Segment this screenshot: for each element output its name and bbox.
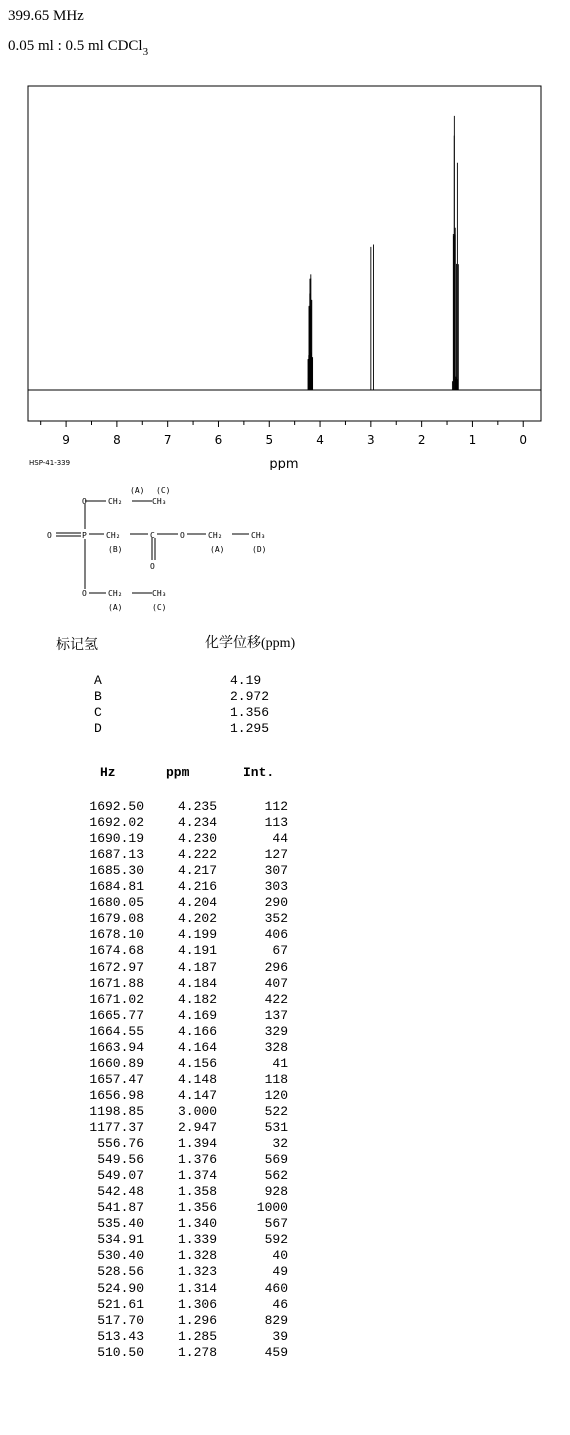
peak-hz: 1684.81 (89, 879, 144, 895)
peak-hz: 1678.10 (89, 927, 144, 943)
peak-ppm: 1.296 (177, 1312, 217, 1328)
peak-ppm: 4.230 (177, 831, 217, 847)
peak-hz: 1672.97 (89, 959, 144, 975)
peak-row (0, 1120, 320, 1136)
peak-int: 44 (272, 831, 288, 847)
label-mid-d: (D) (252, 545, 267, 554)
peak-row (0, 847, 320, 863)
assignment-row (0, 689, 320, 705)
peak-int: 46 (272, 1296, 288, 1312)
peak-row (0, 1200, 320, 1216)
atom-ch3-right: CH₃ (251, 531, 266, 540)
peak-row (0, 1008, 320, 1024)
peak-row (0, 1216, 320, 1232)
peak-row (0, 815, 320, 831)
x-tick-label: 9 (62, 433, 70, 447)
peak-row (0, 895, 320, 911)
peak-row (0, 1281, 320, 1297)
peak-int: 41 (272, 1055, 288, 1071)
peak-row (0, 1297, 320, 1313)
peak-ppm: 4.187 (177, 959, 217, 975)
peak-ppm: 4.169 (177, 1007, 217, 1023)
assignment-header-shift: 化学位移(ppm) (205, 636, 296, 651)
atom-ch2-bottom: CH₂ (108, 589, 123, 598)
label-bottom-c: (C) (152, 603, 167, 612)
spectrometer-frequency: 399.65 MHz (8, 8, 84, 24)
peak-row (0, 1184, 320, 1200)
peak-ppm: 4.182 (177, 991, 217, 1007)
peak-hz: 1680.05 (89, 895, 144, 911)
peak-ppm: 4.147 (177, 1087, 217, 1103)
peak-ppm: 4.184 (177, 975, 217, 991)
assignment-label: A (94, 673, 102, 688)
peak-int: 569 (264, 1152, 288, 1168)
atom-o-double: O (47, 531, 52, 540)
peak-row (0, 1168, 320, 1184)
peak-int: 406 (264, 927, 288, 943)
peak-int: 40 (272, 1248, 288, 1264)
x-tick-label: 0 (519, 433, 528, 447)
peak-int: 531 (264, 1120, 288, 1135)
peak-int: 296 (264, 959, 288, 975)
peak-row (0, 976, 320, 992)
peak-ppm: 4.216 (177, 879, 217, 895)
peak-hz: 549.07 (97, 1168, 144, 1184)
peak-row (0, 1313, 320, 1329)
peak-hz: 1690.19 (89, 831, 144, 847)
peak-ppm: 1.323 (177, 1264, 217, 1280)
assignment-row (0, 721, 320, 737)
peak-int: 829 (264, 1312, 288, 1328)
peak-hz: 1671.02 (89, 991, 144, 1007)
peak-hz: 517.70 (97, 1312, 144, 1328)
assignment-header-label: 标记氢 (56, 638, 98, 653)
peak-ppm: 1.339 (177, 1232, 217, 1248)
peak-int: 352 (264, 911, 288, 927)
peak-row (0, 927, 320, 943)
peak-int: 67 (272, 943, 288, 959)
peak-ppm: 2.947 (177, 1120, 217, 1135)
atom-p: P (82, 531, 87, 540)
peak-row (0, 1345, 320, 1361)
atom-ch2-mid: CH₂ (106, 531, 121, 540)
assignment-label: D (94, 721, 102, 736)
peak-ppm: 4.204 (177, 895, 217, 911)
assignment-shift: 4.19 (230, 673, 262, 688)
peak-header-int: Int. (243, 765, 275, 780)
peak-hz: 1660.89 (89, 1055, 144, 1071)
solvent-text: 0.05 ml : 0.5 ml CDCl (8, 38, 143, 54)
peak-hz: 510.50 (97, 1344, 144, 1360)
peak-int: 307 (264, 863, 288, 879)
chemical-structure (40, 482, 300, 622)
x-tick-label: 3 (367, 433, 375, 447)
peak-hz: 1656.98 (89, 1087, 144, 1103)
peak-ppm: 1.394 (177, 1136, 217, 1152)
peak-row (0, 943, 320, 959)
assignment-label: B (94, 689, 102, 704)
x-tick-label: 2 (417, 433, 426, 447)
peak-hz: 542.48 (97, 1184, 144, 1200)
peak-int: 522 (264, 1103, 288, 1119)
peak-row (0, 831, 320, 847)
atom-ch2-right: CH₂ (208, 531, 223, 540)
peak-row (0, 992, 320, 1008)
x-tick-label: 7 (163, 433, 172, 447)
peak-int: 290 (264, 895, 288, 911)
label-top-a: (A) (130, 486, 145, 495)
spectrum-code: HSP-41-339 (29, 459, 71, 467)
peak-hz: 1177.37 (89, 1120, 144, 1135)
peak-hz: 524.90 (97, 1280, 144, 1296)
peak-header-ppm: ppm (166, 765, 190, 780)
peak-row (0, 1056, 320, 1072)
atom-o-top: O (82, 497, 87, 506)
peak-int: 928 (264, 1184, 288, 1200)
peak-int: 49 (272, 1264, 288, 1280)
peak-ppm: 4.156 (177, 1055, 217, 1071)
peak-hz: 1687.13 (89, 847, 144, 863)
label-mid-a: (A) (210, 545, 225, 554)
peak-row (0, 1104, 320, 1120)
peak-ppm: 1.340 (177, 1216, 217, 1232)
peak-hz: 1674.68 (89, 943, 144, 959)
peak-ppm: 1.285 (177, 1328, 217, 1344)
peak-ppm: 4.148 (177, 1071, 217, 1087)
peak-int: 113 (264, 815, 288, 831)
peak-int: 127 (264, 847, 288, 863)
peak-row (0, 960, 320, 976)
sample-solvent (8, 38, 148, 58)
peak-hz: 1664.55 (89, 1023, 144, 1039)
peak-row (0, 1040, 320, 1056)
x-tick-label: 4 (316, 433, 324, 447)
peak-row (0, 1024, 320, 1040)
atom-o-bottom: O (82, 589, 87, 598)
atom-ch2-top: CH₂ (108, 497, 123, 506)
peak-row (0, 1264, 320, 1280)
x-tick-label: 5 (265, 433, 274, 447)
peak-int: 112 (264, 799, 288, 814)
peak-ppm: 1.278 (177, 1344, 217, 1360)
peak-row (0, 1248, 320, 1264)
peak-ppm: 4.234 (177, 815, 217, 831)
label-bottom-a: (A) (108, 603, 123, 612)
peak-ppm: 1.314 (177, 1280, 217, 1296)
peak-hz: 534.91 (97, 1232, 144, 1248)
peak-ppm: 1.306 (177, 1296, 217, 1312)
peak-hz: 528.56 (97, 1264, 144, 1280)
atom-ch3-top: CH₃ (152, 497, 167, 506)
peak-ppm: 3.000 (177, 1103, 217, 1119)
peak-ppm: 4.191 (177, 943, 217, 959)
peak-row (0, 863, 320, 879)
assignment-label: C (94, 705, 102, 720)
peak-int: 567 (264, 1216, 288, 1232)
peak-marks (308, 116, 458, 390)
x-tick-label: 1 (468, 433, 477, 447)
peak-int: 329 (264, 1023, 288, 1039)
plot-frame (28, 86, 541, 421)
assignment-row (0, 705, 320, 721)
x-axis-label: ppm (269, 457, 299, 470)
peak-int: 118 (264, 1071, 288, 1087)
peak-row (0, 1232, 320, 1248)
peak-ppm: 4.217 (177, 863, 217, 879)
peak-header-hz: Hz (100, 765, 116, 780)
peak-ppm: 1.374 (177, 1168, 217, 1184)
peak-ppm: 1.356 (177, 1200, 217, 1216)
peak-hz: 1671.88 (89, 975, 144, 991)
peak-row (0, 1072, 320, 1088)
peak-int: 460 (264, 1280, 288, 1296)
peak-hz: 1657.47 (89, 1071, 144, 1087)
peak-hz: 1665.77 (89, 1007, 144, 1023)
peak-ppm: 4.202 (177, 911, 217, 927)
label-mid-b: (B) (108, 545, 123, 554)
assignment-shift: 1.295 (230, 721, 270, 736)
peak-hz: 1692.50 (89, 799, 144, 814)
assignment-shift: 1.356 (230, 705, 270, 720)
assignment-shift: 2.972 (230, 689, 270, 704)
peak-ppm: 4.222 (177, 847, 217, 863)
peak-row (0, 1088, 320, 1104)
peak-hz: 1685.30 (89, 863, 144, 879)
peak-hz: 1692.02 (89, 815, 144, 831)
peak-hz: 1198.85 (89, 1103, 144, 1119)
peak-int: 592 (264, 1232, 288, 1248)
peak-row (0, 879, 320, 895)
x-axis-ticks (41, 421, 527, 447)
atom-c-carbonyl: C (150, 531, 155, 540)
peak-hz: 549.56 (97, 1152, 144, 1168)
peak-int: 407 (264, 975, 288, 991)
peak-hz: 1663.94 (89, 1039, 144, 1055)
peak-row (0, 799, 320, 815)
peak-int: 120 (264, 1087, 288, 1103)
peak-ppm: 4.235 (177, 799, 217, 814)
peak-int: 303 (264, 879, 288, 895)
peak-hz: 521.61 (97, 1296, 144, 1312)
peak-int: 459 (264, 1344, 288, 1360)
peak-ppm: 1.376 (177, 1152, 217, 1168)
solvent-subscript: 3 (142, 46, 149, 58)
peak-int: 1000 (256, 1200, 288, 1216)
peak-row (0, 1136, 320, 1152)
peak-row (0, 1152, 320, 1168)
peak-hz: 1679.08 (89, 911, 144, 927)
peak-int: 32 (272, 1136, 288, 1152)
peak-row (0, 1329, 320, 1345)
peak-int: 562 (264, 1168, 288, 1184)
peak-int: 39 (272, 1328, 288, 1344)
x-tick-label: 8 (113, 433, 121, 447)
label-top-c: (C) (156, 486, 171, 495)
peak-ppm: 4.164 (177, 1039, 217, 1055)
peak-row (0, 911, 320, 927)
peak-int: 422 (264, 991, 288, 1007)
peak-hz: 513.43 (97, 1328, 144, 1344)
peak-hz: 556.76 (97, 1136, 144, 1152)
peak-hz: 530.40 (97, 1248, 144, 1264)
x-tick-label: 6 (214, 433, 223, 447)
peak-hz: 541.87 (97, 1200, 144, 1216)
atom-o-carbonyl: O (150, 562, 155, 571)
peak-int: 328 (264, 1039, 288, 1055)
peak-int: 137 (264, 1007, 288, 1023)
peak-ppm: 4.166 (177, 1023, 217, 1039)
assignment-row (0, 673, 320, 689)
peak-hz: 535.40 (97, 1216, 144, 1232)
peak-ppm: 1.328 (177, 1248, 217, 1264)
atom-o-ester: O (180, 531, 185, 540)
peak-ppm: 4.199 (177, 927, 217, 943)
nmr-spectrum-chart (0, 80, 570, 470)
peak-ppm: 1.358 (177, 1184, 217, 1200)
atom-ch3-bottom: CH₃ (152, 589, 167, 598)
